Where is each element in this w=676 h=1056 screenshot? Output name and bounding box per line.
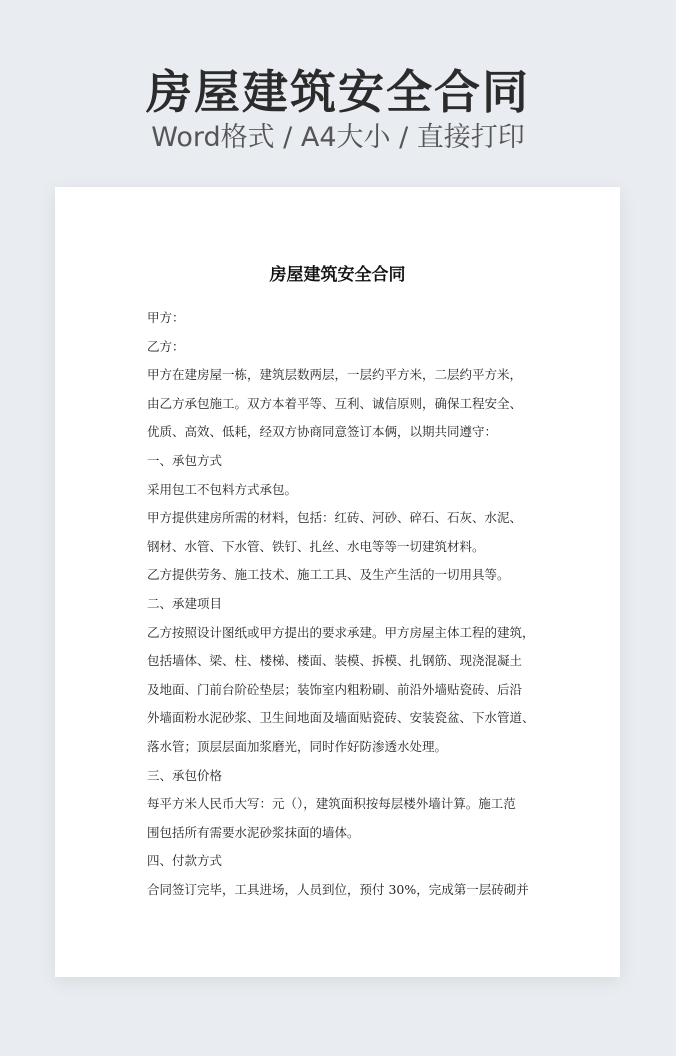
banner-subtitle: Word格式 / A4大小 / 直接打印 bbox=[151, 122, 525, 153]
section-heading: 四、付款方式 bbox=[147, 853, 223, 869]
document-line: 落水管；顶层层面加浆磨光，同时作好防渗透水处理。 bbox=[147, 738, 448, 754]
document-line: 乙方按照设计图纸或甲方提出的要求承建。甲方房屋主体工程的建筑， bbox=[147, 624, 535, 640]
document-line: 乙方提供劳务、施工技术、施工工具、及生产生活的一切用具等。 bbox=[147, 567, 510, 583]
document-line: 由乙方承包施工。双方本着平等、互利、诚信原则，确保工程安全、 bbox=[147, 395, 523, 411]
document-line: 包括墙体、梁、柱、楼梯、楼面、装模、拆模、扎钢筋、现浇混凝土 bbox=[147, 653, 523, 669]
document-line: 甲方： bbox=[147, 310, 185, 325]
section-heading: 二、承建项目 bbox=[147, 595, 223, 611]
document-line: 采用包工不包料方式承包。 bbox=[147, 481, 298, 497]
document-line: 外墙面粉水泥砂浆、卫生间地面及墙面贴瓷砖、安装瓷盆、下水管道、 bbox=[147, 710, 535, 726]
document-line: 甲方提供建房所需的材料，包括：红砖、河砂、碎石、石灰、水泥、 bbox=[147, 510, 523, 526]
document-title: 房屋建筑安全合同 bbox=[269, 265, 406, 285]
document-page bbox=[55, 187, 620, 977]
section-heading: 一、承包方式 bbox=[147, 452, 223, 468]
document-line: 每平方米人民币大写：元（），建筑面积按每层楼外墙计算。施工范 bbox=[147, 796, 516, 812]
document-line: 围包括所有需要水泥砂浆抹面的墙体。 bbox=[147, 824, 360, 840]
document-line: 甲方在建房屋一栋，建筑层数两层，一层约平方米，二层约平方米， bbox=[147, 367, 523, 383]
document-line: 乙方： bbox=[147, 338, 185, 354]
banner-title: 房屋建筑安全合同 bbox=[146, 65, 530, 119]
document-line: 优质、高效、低耗，经双方协商同意签订本俩，以期共同遵守： bbox=[147, 424, 498, 440]
document-body bbox=[147, 304, 535, 904]
document-line: 合同签订完毕，工具进场，人员到位，预付 30%，完成第一层砖砌并 bbox=[147, 881, 529, 897]
document-line: 钢材、水管、下水管、铁钉、扎丝、水电等等一切建筑材料。 bbox=[147, 538, 485, 554]
section-heading: 三、承包价格 bbox=[147, 767, 223, 783]
document-line: 及地面、门前台阶砼垫层；装饰室内粗粉刷、前沿外墙贴瓷砖、后沿 bbox=[147, 681, 523, 697]
